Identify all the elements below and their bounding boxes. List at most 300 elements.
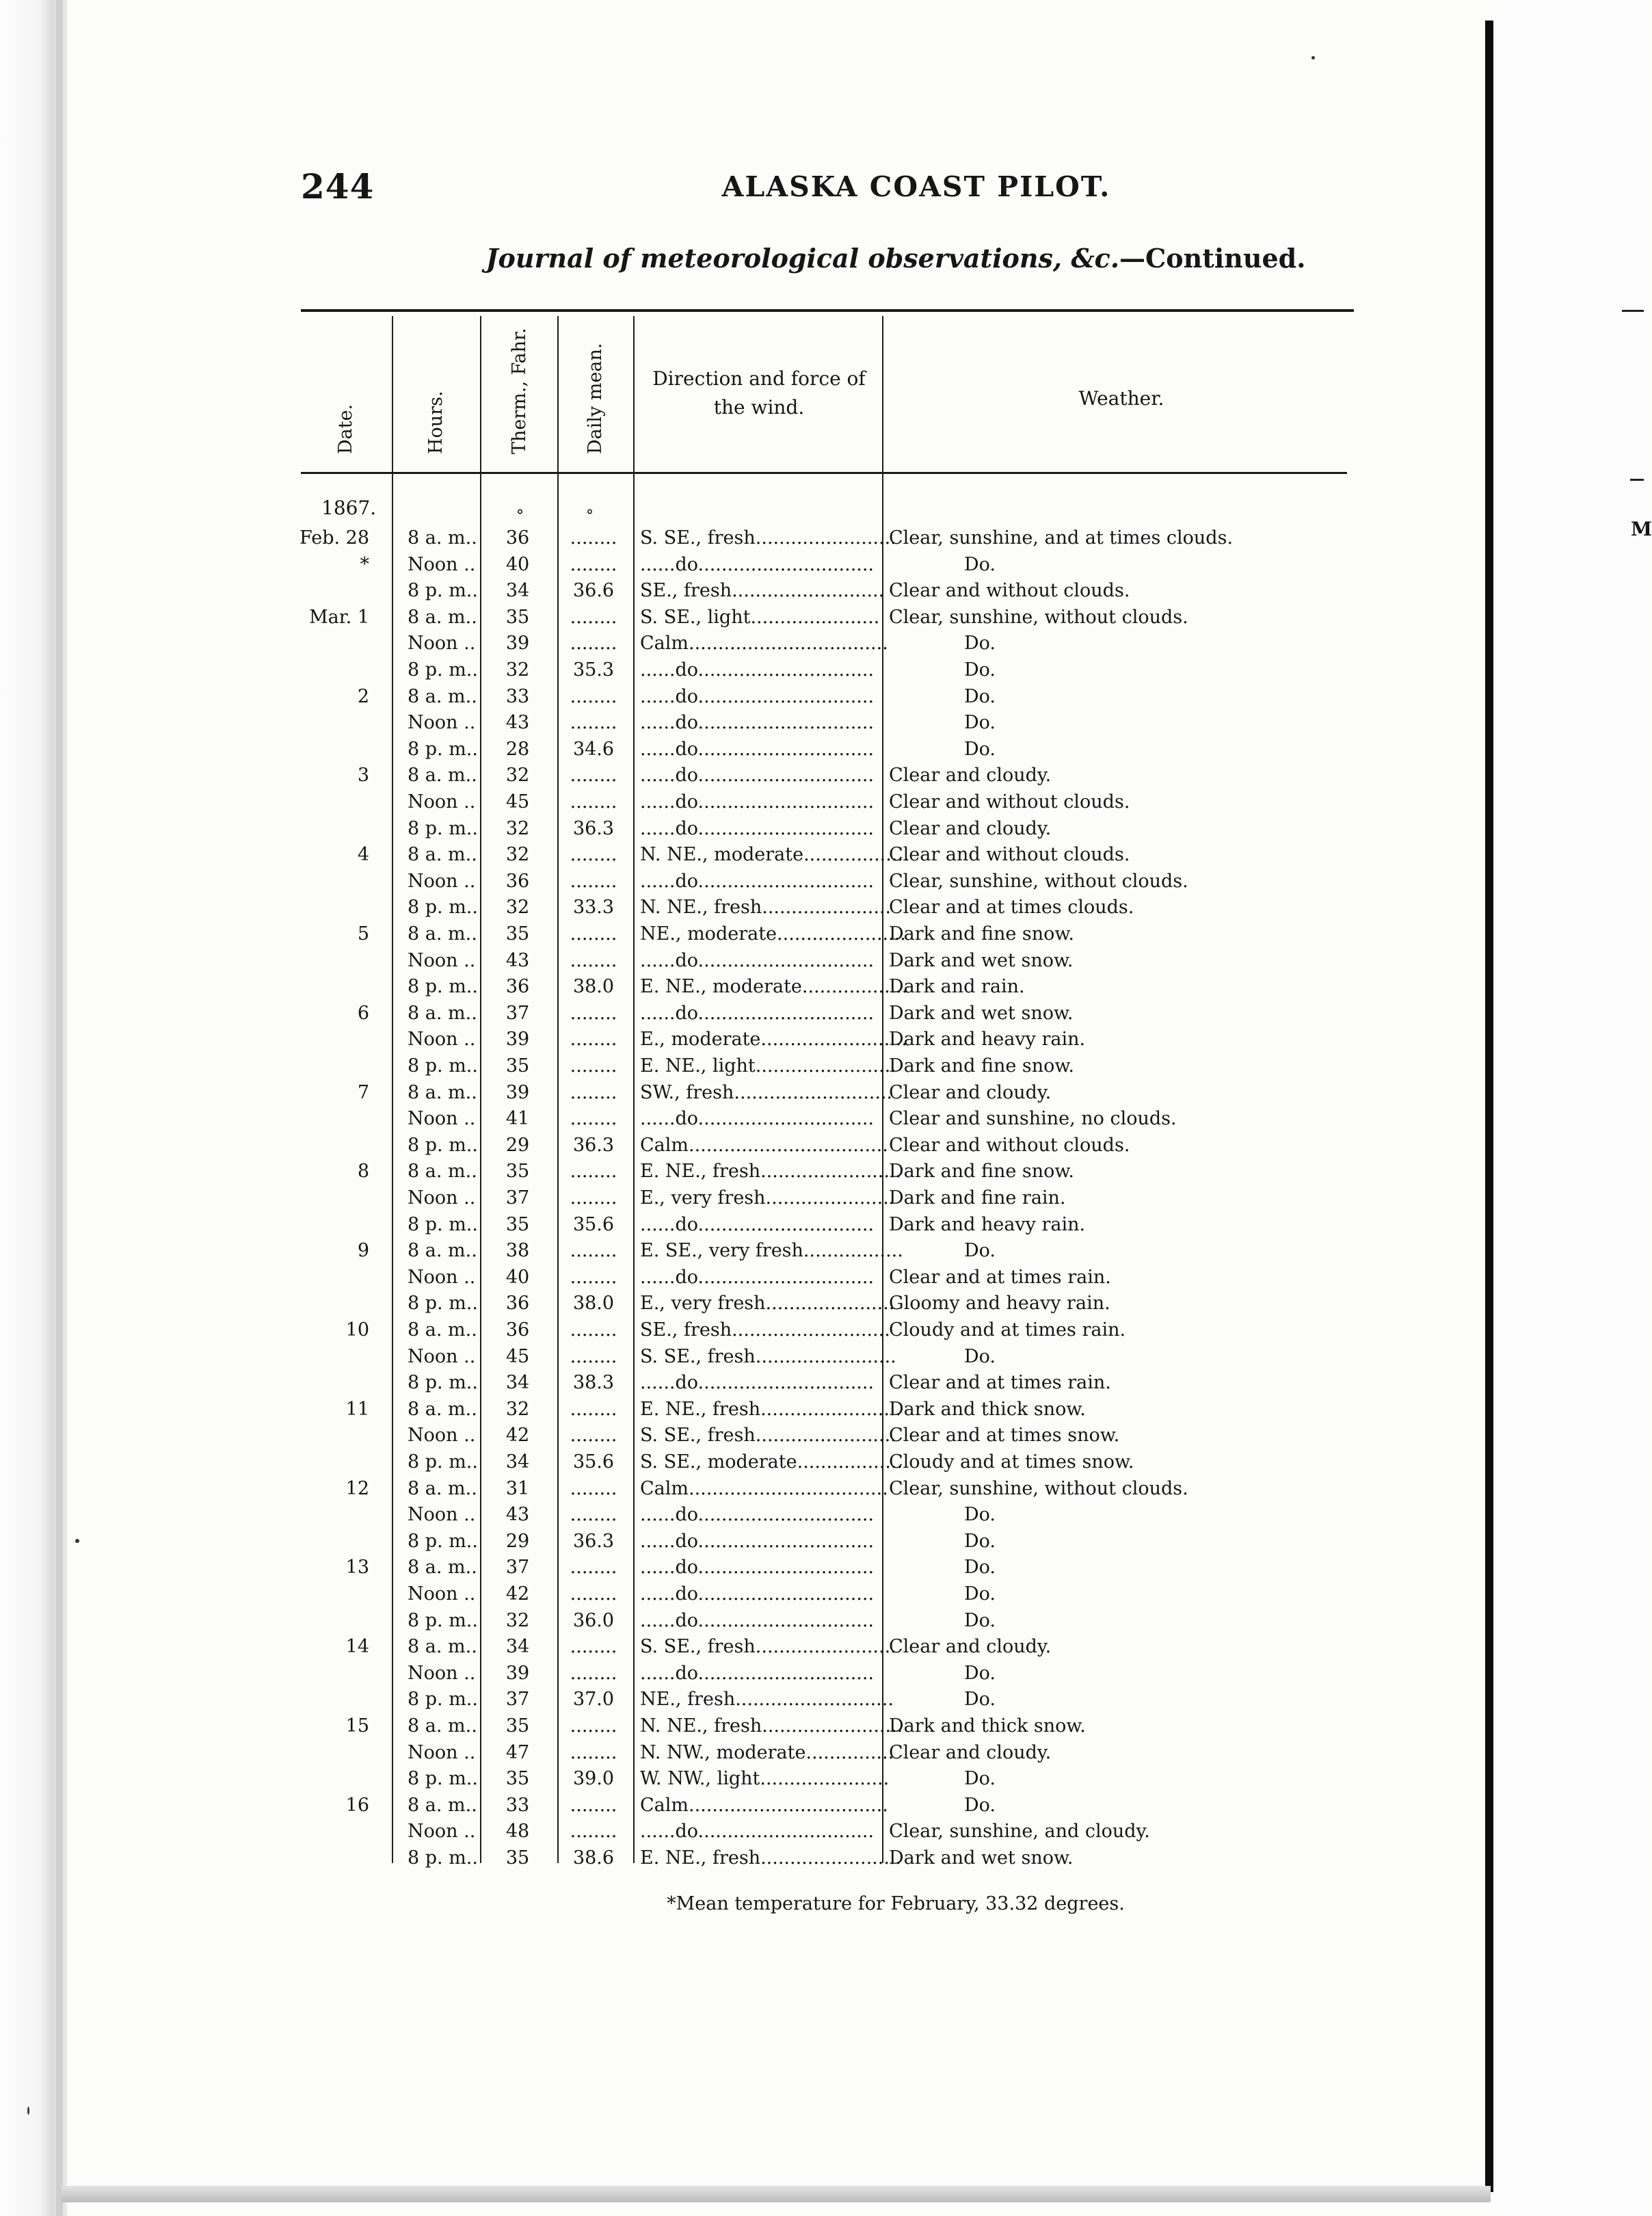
date-cell: 14 — [345, 1636, 369, 1658]
hour-cell: Noon .. — [408, 553, 476, 575]
date-cell: 4 — [357, 844, 369, 866]
table-row — [0, 1555, 1644, 1581]
daily-mean-cell: ........ — [570, 712, 617, 734]
weather-cell: Clear and sunshine, no clouds. — [889, 1108, 1177, 1130]
table-title-continued: —Continued. — [1119, 243, 1306, 274]
daily-mean-cell: ........ — [570, 1002, 617, 1024]
hour-cell: Noon .. — [408, 1266, 476, 1288]
temperature-cell: 39 — [505, 633, 530, 655]
table-row — [0, 525, 1644, 551]
speck — [27, 2107, 29, 2115]
daily-mean-cell: 35.3 — [572, 659, 615, 681]
daily-mean-cell: ........ — [570, 1081, 617, 1103]
hour-cell: 8 a. m.. — [408, 685, 477, 707]
weather-cell: Do. — [964, 1557, 996, 1579]
daily-mean-cell: ........ — [570, 923, 617, 945]
hour-cell: Noon .. — [408, 1187, 476, 1209]
weather-cell: Dark and fine rain. — [889, 1187, 1066, 1209]
daily-mean-cell: ........ — [570, 1055, 617, 1077]
wind-cell: ......do.............................. — [640, 765, 875, 787]
wind-cell: E., very fresh...................... — [640, 1187, 895, 1209]
hour-cell: 8 a. m.. — [408, 1398, 477, 1420]
table-row — [0, 1001, 1644, 1027]
hour-cell: 8 a. m.. — [408, 606, 477, 628]
table-row — [0, 869, 1644, 895]
temperature-cell: 32 — [505, 659, 530, 681]
daily-mean-cell: 35.6 — [572, 1213, 615, 1235]
wind-cell: ......do.............................. — [640, 1662, 875, 1684]
weather-cell: Clear, sunshine, and at times clouds. — [889, 527, 1234, 549]
table-row — [0, 1608, 1644, 1634]
daily-mean-cell: 36.3 — [572, 1134, 615, 1156]
date-cell: * — [360, 553, 369, 575]
temperature-cell: 34 — [505, 1636, 530, 1658]
temperature-cell: 32 — [505, 844, 530, 866]
daily-mean-cell: ........ — [570, 791, 617, 813]
daily-mean-cell: 35.6 — [572, 1451, 615, 1473]
degree-mark-therm: ° — [516, 507, 524, 525]
wind-cell: ......do.............................. — [640, 1583, 875, 1605]
daily-mean-cell: 33.3 — [572, 897, 615, 919]
weather-cell: Dark and rain. — [889, 976, 1025, 998]
daily-mean-cell: ........ — [570, 1187, 617, 1209]
wind-cell: ......do.............................. — [640, 553, 875, 575]
wind-cell: E., very fresh...................... — [640, 1293, 895, 1315]
weather-cell: Do. — [964, 1662, 996, 1684]
temperature-cell: 32 — [505, 1609, 530, 1631]
daily-mean-cell: ........ — [570, 870, 617, 892]
year-label: 1867. — [321, 497, 377, 519]
hour-cell: 8 p. m.. — [408, 1847, 478, 1869]
wind-cell: ......do.............................. — [640, 791, 875, 813]
table-row — [0, 1766, 1644, 1792]
wind-cell: ......do.............................. — [640, 659, 875, 681]
hour-cell: Noon .. — [408, 870, 476, 892]
wind-cell: Calm.................................. — [640, 1794, 888, 1816]
weather-cell: Do. — [964, 1609, 996, 1631]
facing-page-rule — [1622, 310, 1644, 312]
facing-page-letter: M — [1631, 518, 1652, 540]
hour-cell: 8 p. m.. — [408, 1689, 478, 1711]
hour-cell: 8 a. m.. — [408, 923, 477, 945]
header-date: Date. — [335, 404, 356, 454]
weather-cell: Do. — [964, 1794, 996, 1816]
temperature-cell: 38 — [505, 1240, 530, 1262]
temperature-cell: 37 — [505, 1002, 530, 1024]
table-row — [0, 1291, 1644, 1317]
daily-mean-cell: 37.0 — [572, 1689, 615, 1711]
table-row — [0, 578, 1644, 604]
weather-cell: Clear and at times rain. — [889, 1266, 1111, 1288]
daily-mean-cell: ........ — [570, 1583, 617, 1605]
wind-cell: ......do.............................. — [640, 949, 875, 971]
table-row — [0, 1344, 1644, 1370]
table-row — [0, 631, 1644, 657]
daily-mean-cell: 39.0 — [572, 1768, 615, 1790]
weather-cell: Do. — [964, 1530, 996, 1552]
weather-cell: Dark and fine snow. — [889, 1055, 1074, 1077]
table-row — [0, 921, 1644, 947]
weather-cell: Do. — [964, 685, 996, 707]
daily-mean-cell: ........ — [570, 844, 617, 866]
running-title: ALASKA COAST PILOT. — [721, 170, 1111, 203]
hour-cell: Noon .. — [408, 712, 476, 734]
daily-mean-cell: ........ — [570, 1477, 617, 1499]
hour-cell: Noon .. — [408, 1425, 476, 1447]
speck — [1311, 56, 1315, 60]
daily-mean-cell: 36.3 — [572, 817, 615, 839]
facing-page-rule — [1630, 479, 1644, 481]
hour-cell: 8 a. m.. — [408, 765, 477, 787]
date-cell: 16 — [345, 1794, 369, 1816]
weather-cell: Do. — [964, 1240, 996, 1262]
table-row — [0, 1423, 1644, 1449]
wind-cell: E. NE., fresh........................ — [640, 1398, 902, 1420]
daily-mean-cell: ........ — [570, 1636, 617, 1658]
wind-cell: SE., fresh.......................... — [640, 580, 885, 602]
table-row — [0, 552, 1644, 578]
weather-cell: Clear and without clouds. — [889, 844, 1130, 866]
temperature-cell: 34 — [505, 580, 530, 602]
temperature-cell: 37 — [505, 1557, 530, 1579]
wind-cell: ......do.............................. — [640, 1213, 875, 1235]
weather-cell: Clear, sunshine, without clouds. — [889, 1477, 1188, 1499]
table-row — [0, 1449, 1644, 1475]
page-number: 244 — [301, 166, 375, 207]
wind-cell: ......do.............................. — [640, 1821, 875, 1843]
temperature-cell: 43 — [505, 712, 530, 734]
wind-cell: E. SE., very fresh................. — [640, 1240, 903, 1262]
daily-mean-cell: ........ — [570, 633, 617, 655]
temperature-cell: 36 — [505, 870, 530, 892]
temperature-cell: 32 — [505, 817, 530, 839]
footnote: *Mean temperature for February, 33.32 degrees. — [667, 1893, 1125, 1914]
wind-cell: NE., moderate...................... — [640, 923, 906, 945]
daily-mean-cell: ........ — [570, 1266, 617, 1288]
daily-mean-cell: 34.6 — [572, 738, 615, 760]
temperature-cell: 34 — [505, 1372, 530, 1394]
table-row — [0, 1212, 1644, 1238]
table-row — [0, 1370, 1644, 1396]
wind-cell: N. NE., moderate.................. — [640, 844, 909, 866]
table-row — [0, 1080, 1644, 1106]
daily-mean-cell: ........ — [570, 1240, 617, 1262]
hour-cell: Noon .. — [408, 1741, 476, 1763]
weather-cell: Gloomy and heavy rain. — [889, 1293, 1110, 1315]
temperature-cell: 35 — [505, 606, 530, 628]
daily-mean-cell: ........ — [570, 1715, 617, 1737]
table-row — [0, 737, 1644, 763]
daily-mean-cell: ........ — [570, 685, 617, 707]
weather-cell: Clear, sunshine, and cloudy. — [889, 1821, 1150, 1843]
temperature-cell: 42 — [505, 1425, 530, 1447]
table-row — [0, 1845, 1644, 1871]
hour-cell: 8 p. m.. — [408, 1530, 478, 1552]
hour-cell: 8 p. m.. — [408, 897, 478, 919]
wind-cell: S. SE., fresh........................ — [640, 527, 896, 549]
hour-cell: Noon .. — [408, 1583, 476, 1605]
temperature-cell: 45 — [505, 791, 530, 813]
date-cell: 2 — [357, 685, 369, 707]
temperature-cell: 32 — [505, 1398, 530, 1420]
header-daily-mean: Daily mean. — [585, 343, 606, 454]
table-row — [0, 1476, 1644, 1502]
daily-mean-cell: ........ — [570, 1504, 617, 1526]
hour-cell: Noon .. — [408, 791, 476, 813]
wind-cell: N. NE., fresh...................... — [640, 897, 892, 919]
table-row — [0, 1793, 1644, 1819]
table-row — [0, 1397, 1644, 1423]
wind-cell: NE., fresh........................... — [640, 1689, 894, 1711]
degree-mark-mean: ° — [586, 507, 594, 525]
weather-cell: Clear and without clouds. — [889, 1134, 1130, 1156]
weather-cell: Dark and fine snow. — [889, 923, 1074, 945]
wind-cell: ......do.............................. — [640, 1108, 875, 1130]
daily-mean-cell: 38.0 — [572, 1293, 615, 1315]
wind-cell: ......do.............................. — [640, 1504, 875, 1526]
weather-cell: Dark and fine snow. — [889, 1161, 1074, 1183]
date-cell: 5 — [357, 923, 369, 945]
temperature-cell: 36 — [505, 1293, 530, 1315]
weather-cell: Dark and thick snow. — [889, 1715, 1086, 1737]
date-cell: 9 — [357, 1240, 369, 1262]
hour-cell: 8 p. m.. — [408, 1134, 478, 1156]
temperature-cell: 35 — [505, 1847, 530, 1869]
table-row — [0, 842, 1644, 868]
weather-cell: Clear and at times snow. — [889, 1425, 1120, 1447]
daily-mean-cell: ........ — [570, 1821, 617, 1843]
temperature-cell: 28 — [505, 738, 530, 760]
hour-cell: Noon .. — [408, 1108, 476, 1130]
daily-mean-cell: ........ — [570, 1557, 617, 1579]
weather-cell: Do. — [964, 1345, 996, 1367]
table-row — [0, 684, 1644, 710]
wind-cell: E. NE., fresh........................ — [640, 1161, 902, 1183]
weather-cell: Dark and wet snow. — [889, 949, 1074, 971]
hour-cell: Noon .. — [408, 1662, 476, 1684]
temperature-cell: 35 — [505, 1715, 530, 1737]
weather-cell: Dark and wet snow. — [889, 1847, 1074, 1869]
weather-cell: Clear and without clouds. — [889, 791, 1130, 813]
weather-cell: Dark and heavy rain. — [889, 1029, 1086, 1051]
table-title-italic: Journal of meteorological observations, &c. — [485, 243, 1120, 274]
hour-cell: Noon .. — [408, 1345, 476, 1367]
wind-cell: SE., fresh........................... — [640, 1319, 890, 1341]
hour-cell: 8 a. m.. — [408, 1477, 477, 1499]
weather-cell: Clear, sunshine, without clouds. — [889, 606, 1188, 628]
weather-cell: Clear and cloudy. — [889, 1081, 1052, 1103]
hour-cell: 8 p. m.. — [408, 976, 478, 998]
temperature-cell: 41 — [505, 1108, 530, 1130]
temperature-cell: 35 — [505, 1161, 530, 1183]
date-cell: 12 — [345, 1477, 369, 1499]
wind-cell: Calm.................................. — [640, 1477, 888, 1499]
temperature-cell: 43 — [505, 1504, 530, 1526]
hour-cell: 8 p. m.. — [408, 817, 478, 839]
date-cell: 8 — [357, 1161, 369, 1183]
table-row — [0, 895, 1644, 921]
weather-cell: Clear and cloudy. — [889, 817, 1052, 839]
wind-cell: ......do.............................. — [640, 1530, 875, 1552]
temperature-cell: 37 — [505, 1187, 530, 1209]
daily-mean-cell: 38.3 — [572, 1372, 615, 1394]
daily-mean-cell: 36.3 — [572, 1530, 615, 1552]
wind-cell: ......do.............................. — [640, 1557, 875, 1579]
temperature-cell: 35 — [505, 1768, 530, 1790]
temperature-cell: 32 — [505, 765, 530, 787]
daily-mean-cell: ........ — [570, 1741, 617, 1763]
table-row — [0, 1159, 1644, 1185]
hour-cell: 8 p. m.. — [408, 1372, 478, 1394]
hour-cell: Noon .. — [408, 1504, 476, 1526]
weather-cell: Clear and at times rain. — [889, 1372, 1111, 1394]
hour-cell: 8 a. m.. — [408, 1557, 477, 1579]
hour-cell: 8 a. m.. — [408, 1794, 477, 1816]
temperature-cell: 43 — [505, 949, 530, 971]
table-row — [0, 1185, 1644, 1211]
temperature-cell: 45 — [505, 1345, 530, 1367]
temperature-cell: 47 — [505, 1741, 530, 1763]
daily-mean-cell: ........ — [570, 1161, 617, 1183]
temperature-cell: 33 — [505, 1794, 530, 1816]
hour-cell: 8 p. m.. — [408, 1055, 478, 1077]
date-cell: 13 — [345, 1557, 369, 1579]
weather-cell: Do. — [964, 1504, 996, 1526]
wind-cell: ......do.............................. — [640, 685, 875, 707]
hour-cell: Noon .. — [408, 949, 476, 971]
daily-mean-cell: ........ — [570, 1029, 617, 1051]
temperature-cell: 35 — [505, 1055, 530, 1077]
table-title — [301, 243, 1491, 274]
wind-cell: ......do.............................. — [640, 1002, 875, 1024]
hour-cell: 8 a. m.. — [408, 1081, 477, 1103]
wind-cell: ......do.............................. — [640, 738, 875, 760]
daily-mean-cell: ........ — [570, 1319, 617, 1341]
table-row — [0, 1661, 1644, 1687]
daily-mean-cell: ........ — [570, 1794, 617, 1816]
temperature-cell: 29 — [505, 1530, 530, 1552]
daily-mean-cell: ........ — [570, 1398, 617, 1420]
daily-mean-cell: 36.6 — [572, 580, 615, 602]
temperature-cell: 48 — [505, 1821, 530, 1843]
table-row — [0, 1819, 1644, 1845]
wind-cell: ......do.............................. — [640, 870, 875, 892]
weather-cell: Do. — [964, 553, 996, 575]
weather-cell: Do. — [964, 712, 996, 734]
wind-cell: S. SE., fresh........................ — [640, 1345, 896, 1367]
header-bottom-rule — [301, 472, 1347, 474]
table-row — [0, 789, 1644, 815]
daily-mean-cell: 38.0 — [572, 976, 615, 998]
weather-cell: Dark and heavy rain. — [889, 1213, 1086, 1235]
temperature-cell: 40 — [505, 553, 530, 575]
table-row — [0, 1053, 1644, 1079]
table-row — [0, 974, 1644, 1000]
wind-cell: N. NW., moderate............... — [640, 1741, 894, 1763]
table-row — [0, 657, 1644, 683]
daily-mean-cell: ........ — [570, 1345, 617, 1367]
table-row — [0, 816, 1644, 842]
weather-cell: Do. — [964, 659, 996, 681]
date-cell: Feb. 28 — [299, 527, 369, 549]
weather-cell: Do. — [964, 1583, 996, 1605]
hour-cell: 8 p. m.. — [408, 1768, 478, 1790]
hour-cell: 8 p. m.. — [408, 738, 478, 760]
daily-mean-cell: ........ — [570, 553, 617, 575]
hour-cell: 8 p. m.. — [408, 580, 478, 602]
wind-cell: SW., fresh........................... — [640, 1081, 893, 1103]
table-row — [0, 1740, 1644, 1766]
weather-cell: Do. — [964, 633, 996, 655]
weather-cell: Clear and cloudy. — [889, 765, 1052, 787]
temperature-cell: 33 — [505, 685, 530, 707]
daily-mean-cell: ........ — [570, 949, 617, 971]
wind-cell: ......do.............................. — [640, 1266, 875, 1288]
date-cell: Mar. 1 — [308, 606, 369, 628]
hour-cell: 8 a. m.. — [408, 1636, 477, 1658]
wind-cell: E. NE., moderate.................. — [640, 976, 908, 998]
daily-mean-cell: ........ — [570, 1108, 617, 1130]
weather-cell: Cloudy and at times rain. — [889, 1319, 1126, 1341]
table-row — [0, 1106, 1644, 1132]
temperature-cell: 35 — [505, 923, 530, 945]
date-cell: 11 — [345, 1398, 369, 1420]
wind-cell: E. NE., fresh........................ — [640, 1847, 902, 1869]
hour-cell: 8 a. m.. — [408, 1161, 477, 1183]
date-cell: 6 — [357, 1002, 369, 1024]
table-row — [0, 1634, 1644, 1660]
temperature-cell: 29 — [505, 1134, 530, 1156]
wind-cell: S. SE., moderate.................. — [640, 1451, 903, 1473]
weather-cell: Cloudy and at times snow. — [889, 1451, 1134, 1473]
weather-cell: Clear and cloudy. — [889, 1741, 1052, 1763]
weather-cell: Do. — [964, 738, 996, 760]
temperature-cell: 36 — [505, 527, 530, 549]
wind-cell: W. NW., light...................... — [640, 1768, 890, 1790]
temperature-cell: 35 — [505, 1213, 530, 1235]
table-row — [0, 1502, 1644, 1528]
table-row — [0, 1581, 1644, 1607]
table-row — [0, 1317, 1644, 1343]
wind-cell: ......do.............................. — [640, 817, 875, 839]
temperature-cell: 36 — [505, 976, 530, 998]
table-row — [0, 1027, 1644, 1053]
header-hours: Hours. — [425, 391, 447, 454]
table-row — [0, 605, 1644, 631]
weather-cell: Clear, sunshine, without clouds. — [889, 870, 1188, 892]
temperature-cell: 36 — [505, 1319, 530, 1341]
temperature-cell: 34 — [505, 1451, 530, 1473]
header-weather: Weather. — [1078, 387, 1164, 410]
date-cell: 10 — [345, 1319, 369, 1341]
hour-cell: 8 a. m.. — [408, 844, 477, 866]
table-row — [0, 1713, 1644, 1739]
temperature-cell: 37 — [505, 1689, 530, 1711]
weather-cell: Do. — [964, 1689, 996, 1711]
weather-cell: Dark and thick snow. — [889, 1398, 1086, 1420]
hour-cell: 8 a. m.. — [408, 527, 477, 549]
table-row — [0, 710, 1644, 736]
wind-cell: S. SE., fresh........................ — [640, 1636, 896, 1658]
temperature-cell: 42 — [505, 1583, 530, 1605]
wind-cell: S. SE., fresh........................ — [640, 1425, 896, 1447]
temperature-cell: 31 — [505, 1477, 530, 1499]
header-therm: Therm., Fahr. — [509, 328, 530, 454]
hour-cell: 8 p. m.. — [408, 1609, 478, 1631]
weather-cell: Do. — [964, 1768, 996, 1790]
table-row — [0, 1133, 1644, 1159]
daily-mean-cell: ........ — [570, 606, 617, 628]
